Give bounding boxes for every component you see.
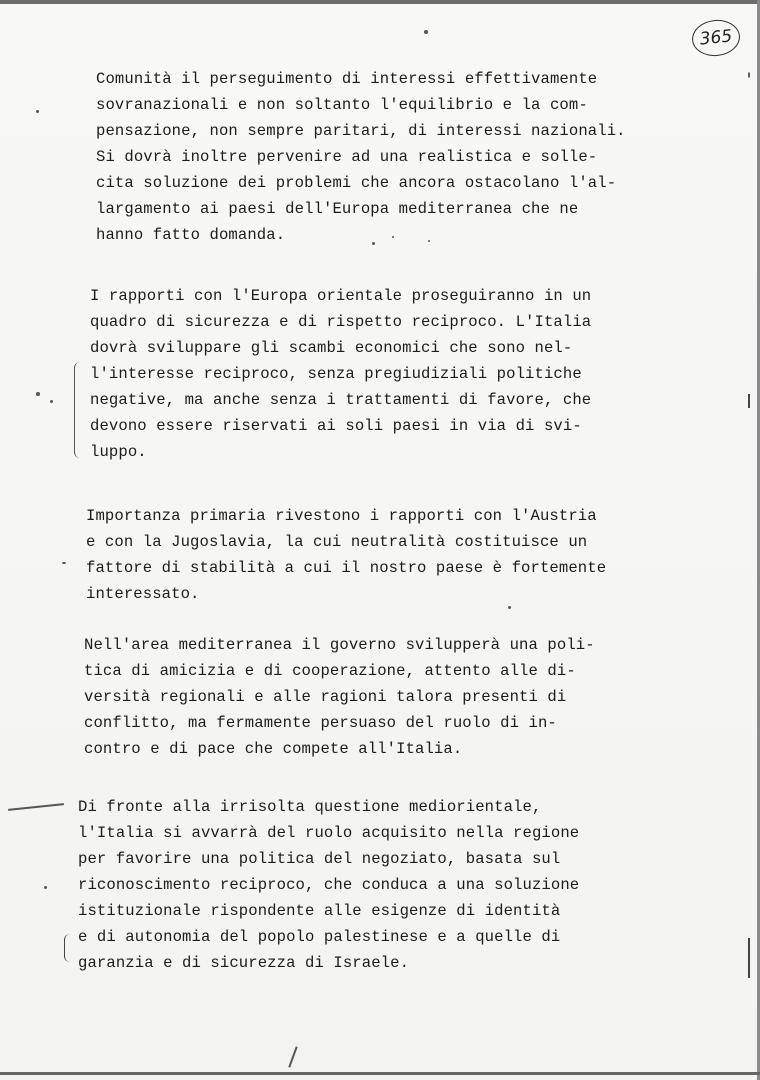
text-line: e di autonomia del popolo palestinese e a quelle di [78,928,561,946]
text-line: sovranazionali e non soltanto l'equilibrio e la com- [96,96,588,114]
text-line: conflitto, ma fermamente persuaso del ruolo di in- [84,714,557,732]
text-line: Nell'area mediterranea il governo svilupperà una poli- [84,636,595,654]
paragraph-5 [78,794,718,976]
paragraph-4 [84,632,724,762]
scan-speck [36,392,40,396]
text-line: contro e di pace che compete all'Italia. [84,740,463,758]
scan-speck [44,886,47,889]
text-line: l'Italia si avvarrà del ruolo acquisito nella regione [78,824,580,842]
text-line: quadro di sicurezza e di rispetto reciproco. L'Italia [90,313,592,331]
scan-speck [428,240,430,242]
text-line: fattore di stabilità a cui il nostro paese è fortemente [86,559,607,577]
paragraph-1 [96,66,736,248]
scan-speck [392,236,394,238]
text-line: istituzionale rispondente alle esigenze di identità [78,902,561,920]
text-line: riconoscimento reciproco, che conduca a una soluzione [78,876,580,894]
scan-speck [424,30,428,34]
text-line: Comunità il perseguimento di interessi effettivamente [96,70,598,88]
scan-speck [372,242,375,245]
text-line: per favorire una politica del negoziato, basata sul [78,850,561,868]
text-line: versità regionali e alle ragioni talora presenti di [84,688,567,706]
text-line: devono essere riservati ai soli paesi in via di svi- [90,417,582,435]
text-line: garanzia e di sicurezza di Israele. [78,954,410,972]
scan-speck [748,72,750,78]
text-line: I rapporti con l'Europa orientale proseguiranno in un [90,287,592,305]
text-line: e con la Jugoslavia, la cui neutralità costituisce un [86,533,588,551]
text-line: largamento ai paesi dell'Europa mediterranea che ne [96,200,579,218]
text-line: cita soluzione dei problemi che ancora ostacolano l'al- [96,174,617,192]
text-line: negative, ma anche senza i trattamenti di favore, che [90,391,592,409]
margin-dash-mark [8,803,64,811]
margin-bracket-mark [74,362,83,458]
pen-stroke-mark [288,1046,297,1067]
page-bottom-edge [0,1072,760,1075]
page-number: 365 [690,18,742,59]
text-line: interessato. [86,585,200,603]
scan-speck [36,110,39,113]
margin-bracket-mark [64,934,71,962]
scan-speck [508,606,511,609]
scan-speck [50,400,53,403]
paragraph-2 [90,283,730,465]
scan-speck [62,562,66,564]
text-line: hanno fatto domanda. [96,226,286,244]
text-line: luppo. [90,443,147,461]
text-line: tica di amicizia e di cooperazione, attento alle di- [84,662,576,680]
paragraph-3 [86,503,726,607]
text-line: pensazione, non sempre paritari, di interessi nazionali. [96,122,626,140]
text-line: l'interesse reciproco, senza pregiudiziali politiche [90,365,582,383]
text-line: Di fronte alla irrisolta questione mediorientale, [78,798,542,816]
page-top-edge [0,0,760,4]
text-line: Importanza primaria rivestono i rapporti con l'Austria [86,507,597,525]
margin-tick-mark [748,394,750,408]
margin-tick-mark [748,938,750,978]
text-line: dovrà sviluppare gli scambi economici che sono nel- [90,339,573,357]
text-line: Si dovrà inoltre pervenire ad una realistica e solle- [96,148,598,166]
